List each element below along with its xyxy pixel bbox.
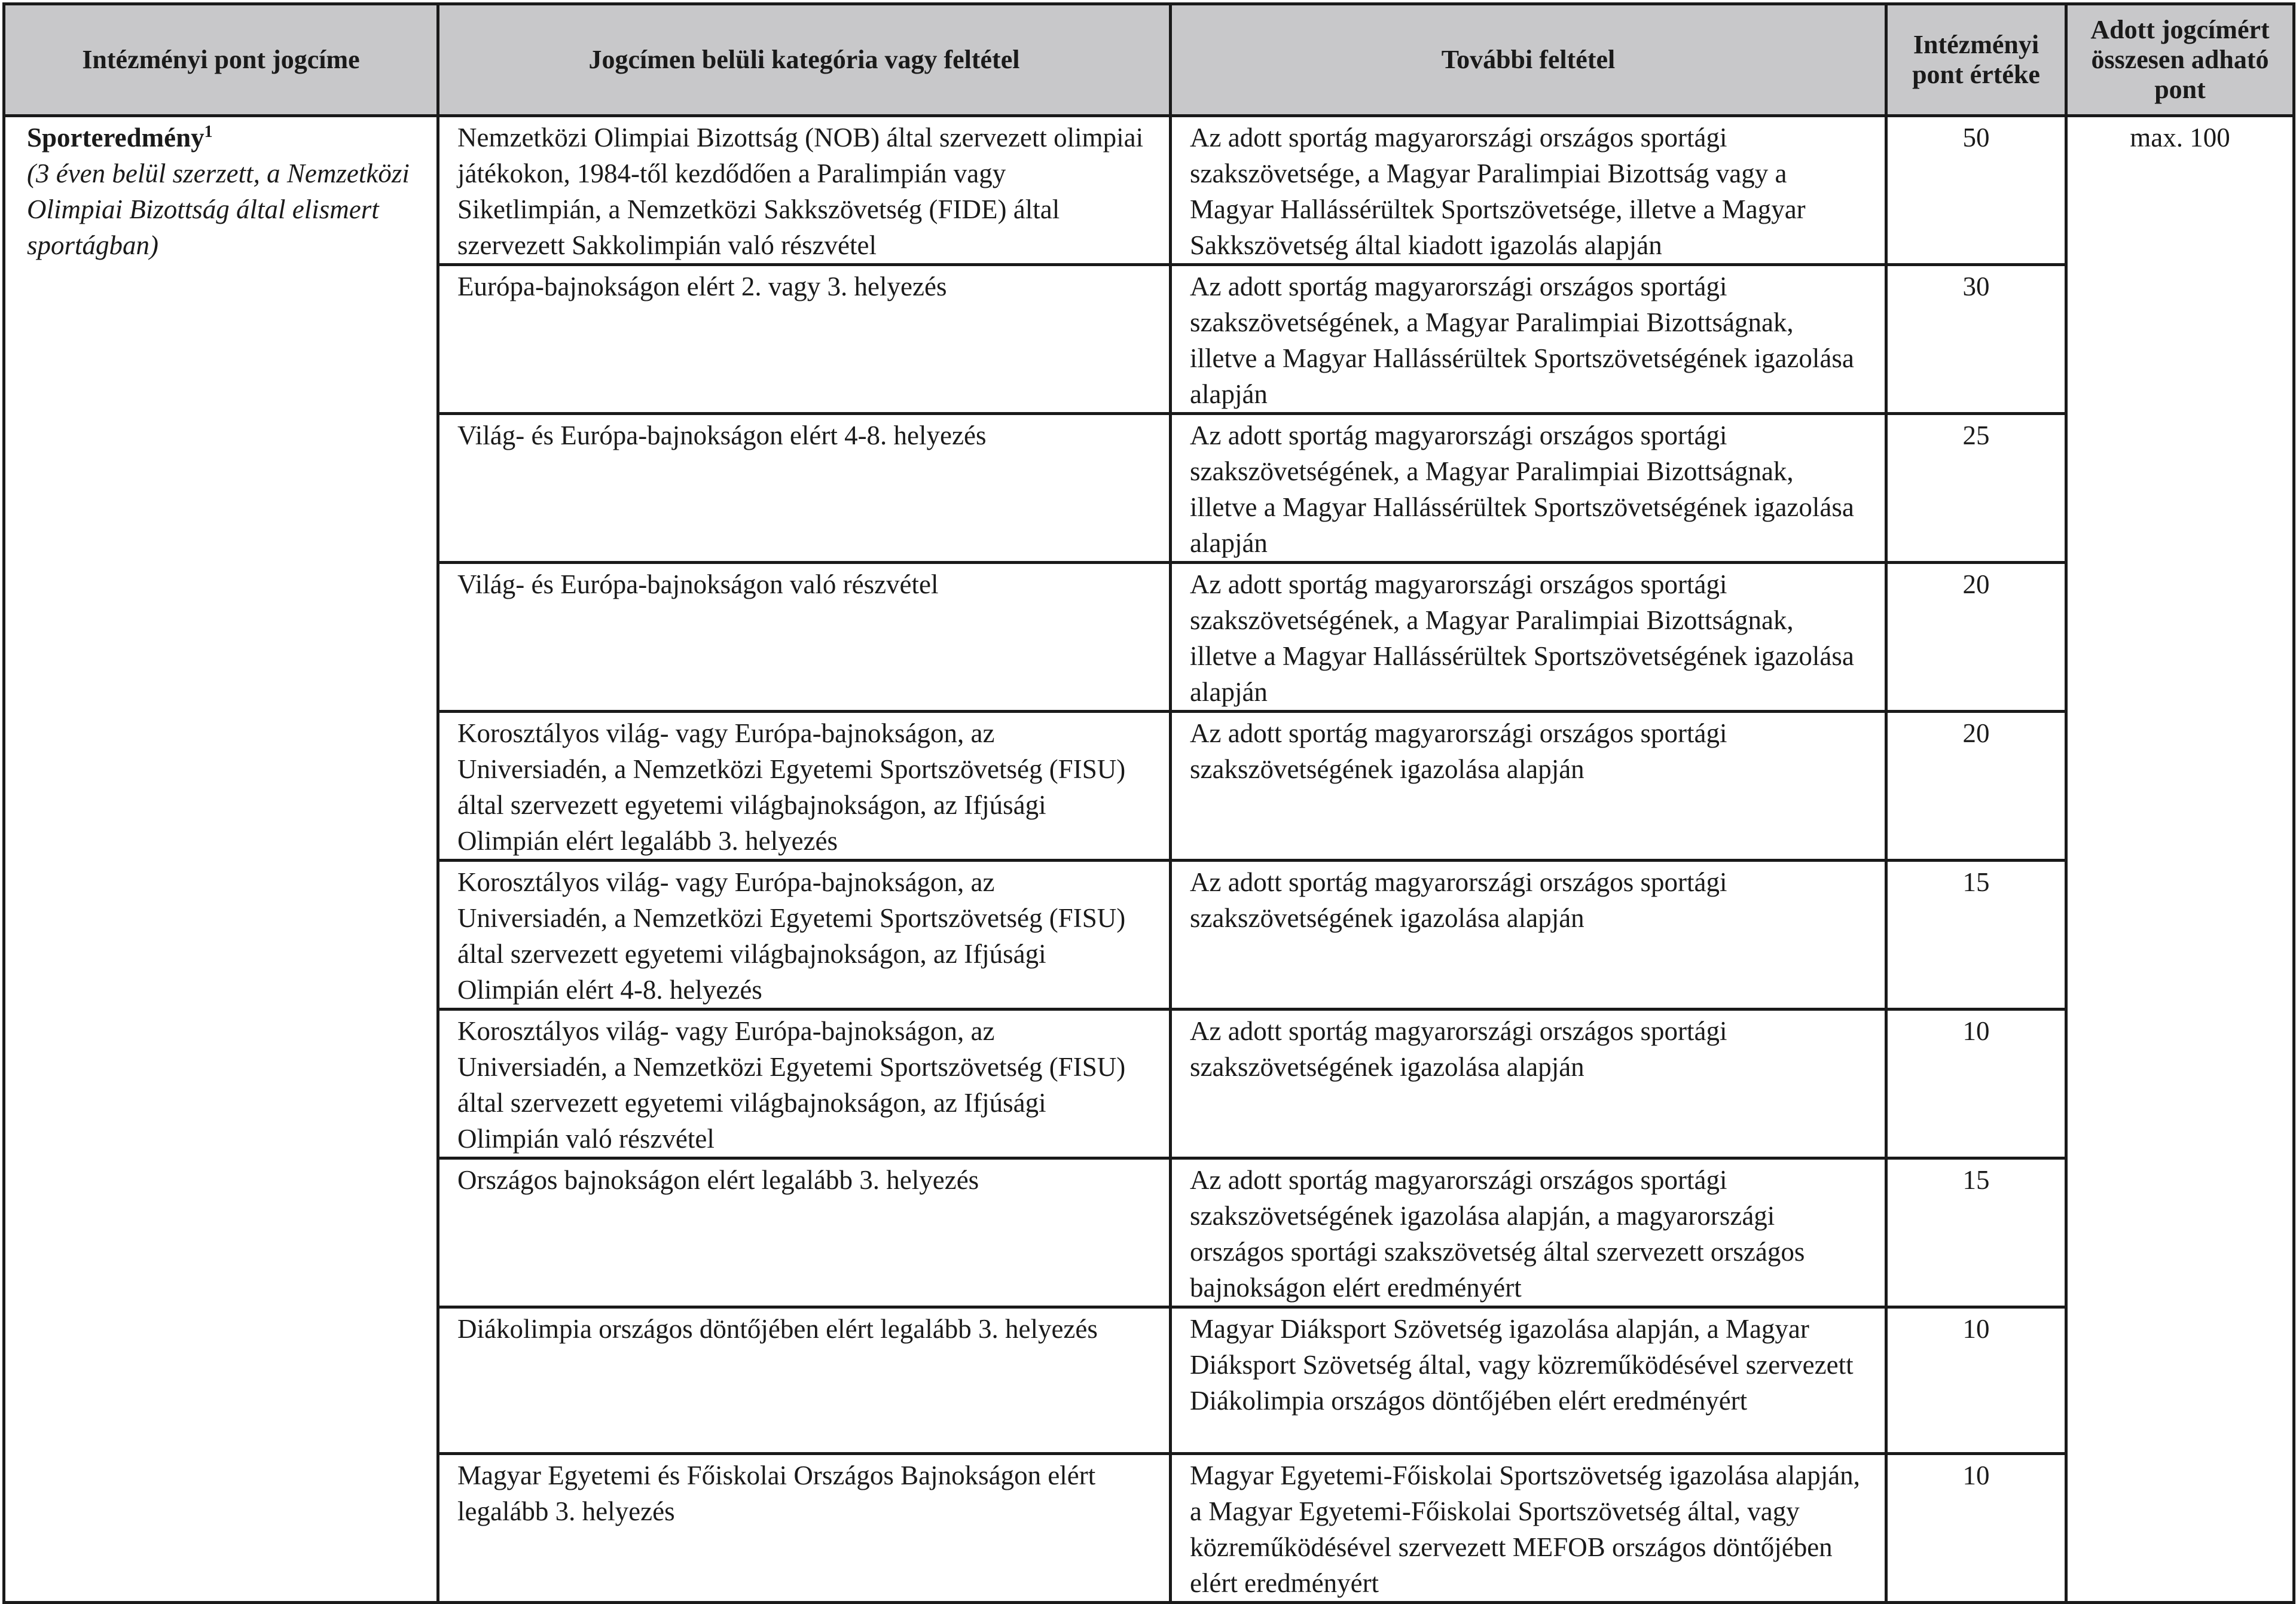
condition-cell: Magyar Egyetemi-Főiskolai Sportszövetség igazolása alapján, a Magyar Egyetemi-Főiskolai Sportszövetség által, vagy közreműködésével szervezett MEFOB országos döntőjében elért eredményért [1171,1454,1886,1603]
points-cell: 20 [1886,712,2066,861]
points-cell: 50 [1886,116,2066,265]
header-max-points: Adott jogcímért összesen adható pont [2066,4,2294,116]
category-cell: Diákolimpia országos döntőjében elért legalább 3. helyezés [438,1307,1171,1454]
points-cell: 10 [1886,1010,2066,1158]
points-cell: 15 [1886,1158,2066,1307]
points-cell: 10 [1886,1454,2066,1603]
category-cell: Európa-bajnokságon elért 2. vagy 3. helyezés [438,265,1171,414]
points-cell: 20 [1886,563,2066,712]
jogcim-title-text: Sporteredmény [27,123,204,153]
condition-cell: Az adott sportág magyarországi országos sportági szakszövetségének igazolása alapján, a magyarországi országos sportági szakszövetség által szervezett országos bajnokságon elért eredményért [1171,1158,1886,1307]
condition-cell: Az adott sportág magyarországi országos sportági szakszövetsége, a Magyar Paralimpiai Bizottság vagy a Magyar Hallássérültek Sportszövetsége, illetve a Magyar Sakkszövetség által kiadott igazolás alapján [1171,116,1886,265]
category-cell: Nemzetközi Olimpiai Bizottság (NOB) által szervezett olimpiai játékokon, 1984-től kezdődően a Paralimpián vagy Siketlimpián, a Nemzetközi Sakkszövetség (FIDE) által szervezett Sakkolimpián való részvétel [438,116,1171,265]
condition-cell: Az adott sportág magyarországi országos sportági szakszövetségének igazolása alapján [1171,861,1886,1010]
category-cell: Magyar Egyetemi és Főiskolai Országos Bajnokságon elért legalább 3. helyezés [438,1454,1171,1603]
points-cell: 15 [1886,861,2066,1010]
condition-cell: Magyar Diáksport Szövetség igazolása alapján, a Magyar Diáksport Szövetség által, vagy közreműködésével szervezett Diákolimpia országos döntőjében elért eredményért [1171,1307,1886,1454]
jogcim-cell [4,116,438,1603]
header-condition: További feltétel [1171,4,1886,116]
header-points: Intézményi pont értéke [1886,4,2066,116]
condition-cell: Az adott sportág magyarországi országos sportági szakszövetségének igazolása alapján [1171,712,1886,861]
category-cell: Korosztályos világ- vagy Európa-bajnokságon, az Universiadén, a Nemzetközi Egyetemi Sportszövetség (FISU) által szervezett egyetemi világbajnokságon, az Ifjúsági Olimpián elért legalább 3. helyezés [438,712,1171,861]
table-row [4,116,2294,265]
condition-cell: Az adott sportág magyarországi országos sportági szakszövetségének, a Magyar Paralimpiai Bizottságnak, illetve a Magyar Hallássérültek Sportszövetségének igazolása alapján [1171,414,1886,563]
points-cell: 25 [1886,414,2066,563]
category-cell: Világ- és Európa-bajnokságon való részvétel [438,563,1171,712]
category-cell: Világ- és Európa-bajnokságon elért 4-8. helyezés [438,414,1171,563]
footnote-marker: 1 [204,123,213,141]
jogcim-title [27,120,425,155]
condition-cell: Az adott sportág magyarországi országos sportági szakszövetségének, a Magyar Paralimpiai Bizottságnak, illetve a Magyar Hallássérültek Sportszövetségének igazolása alapján [1171,265,1886,414]
condition-cell: Az adott sportág magyarországi országos sportági szakszövetségének, a Magyar Paralimpiai Bizottságnak, illetve a Magyar Hallássérültek Sportszövetségének igazolása alapján [1171,563,1886,712]
header-jogcim: Intézményi pont jogcíme [4,4,438,116]
category-cell: Korosztályos világ- vagy Európa-bajnokságon, az Universiadén, a Nemzetközi Egyetemi Sportszövetség (FISU) által szervezett egyetemi világbajnokságon, az Ifjúsági Olimpián elért 4-8. helyezés [438,861,1171,1010]
header-row [4,4,2294,116]
jogcim-subtitle: (3 éven belül szerzett, a Nemzetközi Olimpiai Bizottság által elismert sportágban) [27,158,410,260]
max-points-cell: max. 100 [2066,116,2294,1603]
category-cell: Országos bajnokságon elért legalább 3. helyezés [438,1158,1171,1307]
category-cell: Korosztályos világ- vagy Európa-bajnokságon, az Universiadén, a Nemzetközi Egyetemi Sportszövetség (FISU) által szervezett egyetemi világbajnokságon, az Ifjúsági Olimpián való részvétel [438,1010,1171,1158]
points-cell: 10 [1886,1307,2066,1454]
points-table [2,2,2295,1604]
header-category: Jogcímen belüli kategória vagy feltétel [438,4,1171,116]
condition-cell: Az adott sportág magyarországi országos sportági szakszövetségének igazolása alapján [1171,1010,1886,1158]
points-cell: 30 [1886,265,2066,414]
